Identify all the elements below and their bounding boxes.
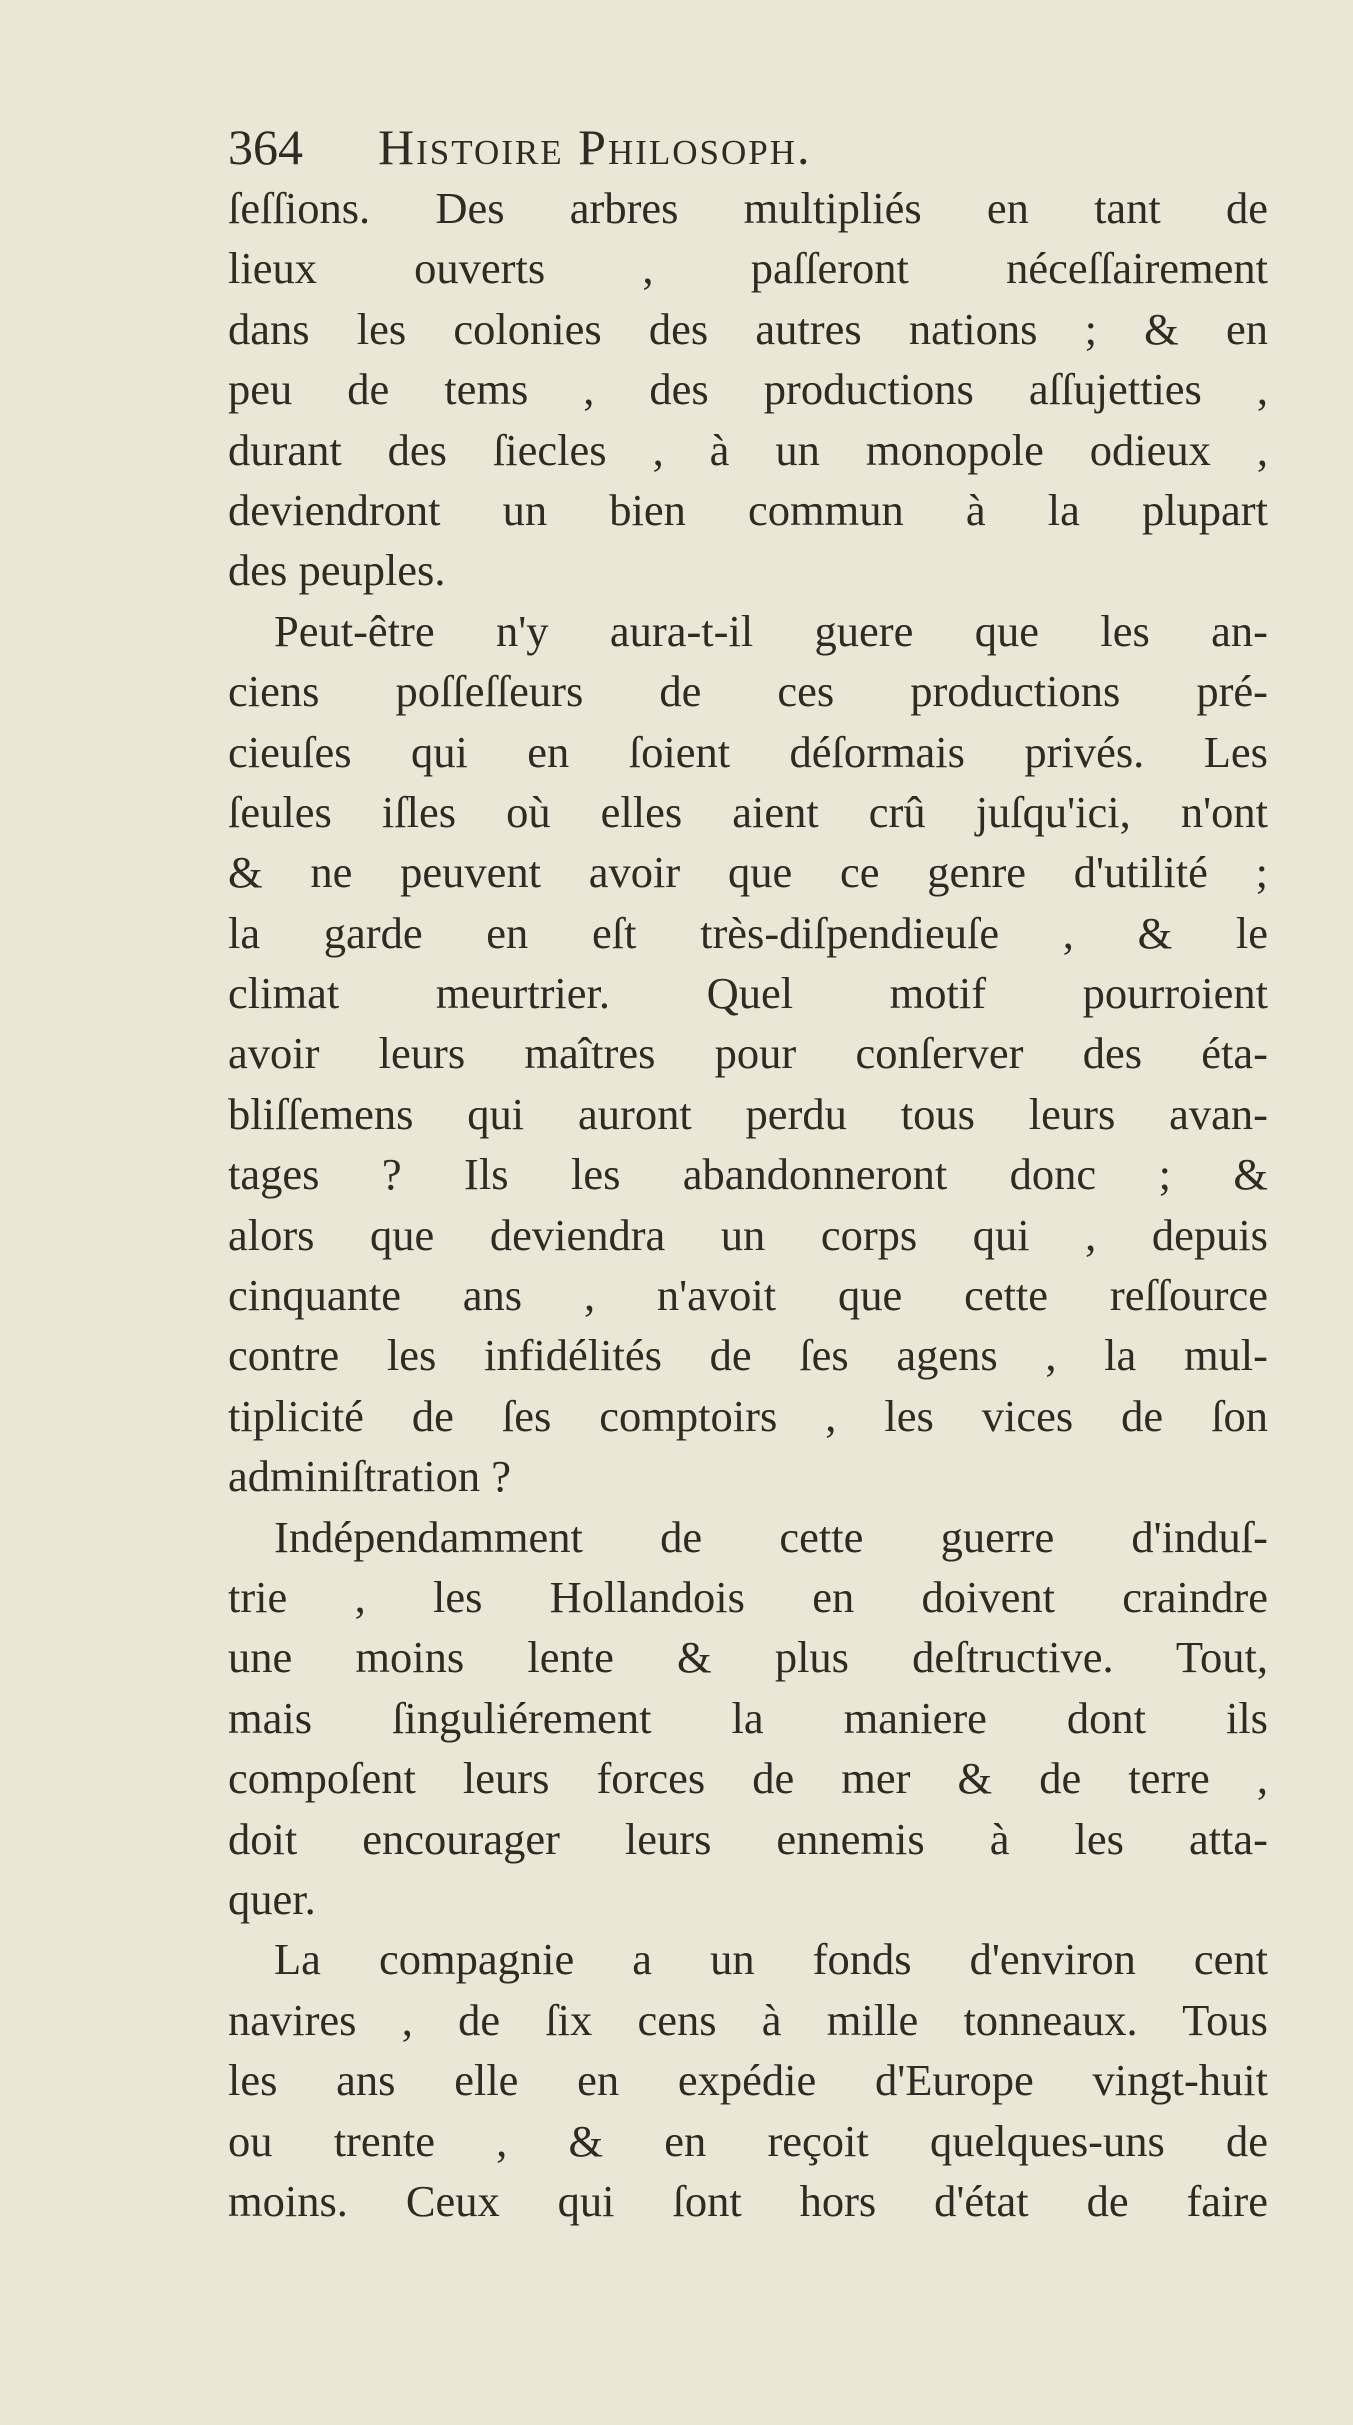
text-line: peu de tems , des productions aſſujetties , bbox=[228, 364, 1268, 415]
text-line: la garde en eſt très-diſpendieuſe , & le bbox=[228, 907, 1268, 958]
text-line: tages ? Ils les abandonneront donc ; & bbox=[228, 1149, 1268, 1200]
text-line: La compagnie a un fonds d'environ cent bbox=[274, 1934, 1268, 1985]
text-line: ſeules iſles où elles aient crû juſqu'ici, n'ont bbox=[228, 786, 1268, 837]
text-line: Indépendamment de cette guerre d'induſ- bbox=[274, 1511, 1268, 1562]
text-line: deviendront un bien commun à la plupart bbox=[228, 484, 1268, 535]
text-line: ſeſſions. Des arbres multipliés en tant de bbox=[228, 183, 1268, 233]
text-line: compoſent leurs forces de mer & de terre , bbox=[228, 1753, 1268, 1804]
text-line: tiplicité de ſes comptoirs , les vices de ſon bbox=[228, 1390, 1268, 1441]
text-line: & ne peuvent avoir que ce genre d'utilité ; bbox=[228, 847, 1268, 898]
text-line: ou trente , & en reçoit quelques-uns de bbox=[228, 2115, 1268, 2166]
text-line: avoir leurs maîtres pour conſerver des éta- bbox=[228, 1028, 1268, 1079]
text-line: lieux ouverts , paſſeront néceſſairement bbox=[228, 243, 1268, 294]
text-line: doit encourager leurs ennemis à les atta- bbox=[228, 1813, 1268, 1864]
page-number: 364 bbox=[228, 119, 303, 175]
text-line: adminiſtration ? bbox=[228, 1451, 511, 1502]
body-text bbox=[228, 178, 1268, 2231]
text-line: une moins lente & plus deſtructive. Tout, bbox=[228, 1632, 1268, 1683]
text-line: ciens poſſeſſeurs de ces productions pré- bbox=[228, 666, 1268, 717]
running-title: Histoire Philosoph. bbox=[378, 119, 812, 175]
text-line: Peut-être n'y aura-t-il guere que les an- bbox=[274, 605, 1268, 656]
text-line: moins. Ceux qui ſont hors d'état de faire bbox=[228, 2175, 1268, 2226]
text-line: des peuples. bbox=[228, 545, 446, 596]
text-line: les ans elle en expédie d'Europe vingt-huit bbox=[228, 2055, 1268, 2106]
text-line: cieuſes qui en ſoient déſormais privés. Les bbox=[228, 726, 1268, 777]
text-line: contre les infidélités de ſes agens , la mul- bbox=[228, 1330, 1268, 1381]
text-line: trie , les Hollandois en doivent craindre bbox=[228, 1571, 1268, 1622]
text-line: dans les colonies des autres nations ; & en bbox=[228, 303, 1268, 354]
text-line: cinquante ans , n'avoit que cette reſſource bbox=[228, 1270, 1268, 1321]
text-line: mais ſinguliérement la maniere dont ils bbox=[228, 1692, 1268, 1743]
text-line: bliſſemens qui auront perdu tous leurs avan- bbox=[228, 1088, 1268, 1139]
text-line: quer. bbox=[228, 1873, 316, 1924]
text-line: navires , de ſix cens à mille tonneaux. Tous bbox=[228, 1994, 1268, 2045]
text-line: alors que deviendra un corps qui , depuis bbox=[228, 1209, 1268, 1260]
text-line: durant des ſiecles , à un monopole odieux , bbox=[228, 424, 1268, 475]
text-line: climat meurtrier. Quel motif pourroient bbox=[228, 968, 1268, 1019]
